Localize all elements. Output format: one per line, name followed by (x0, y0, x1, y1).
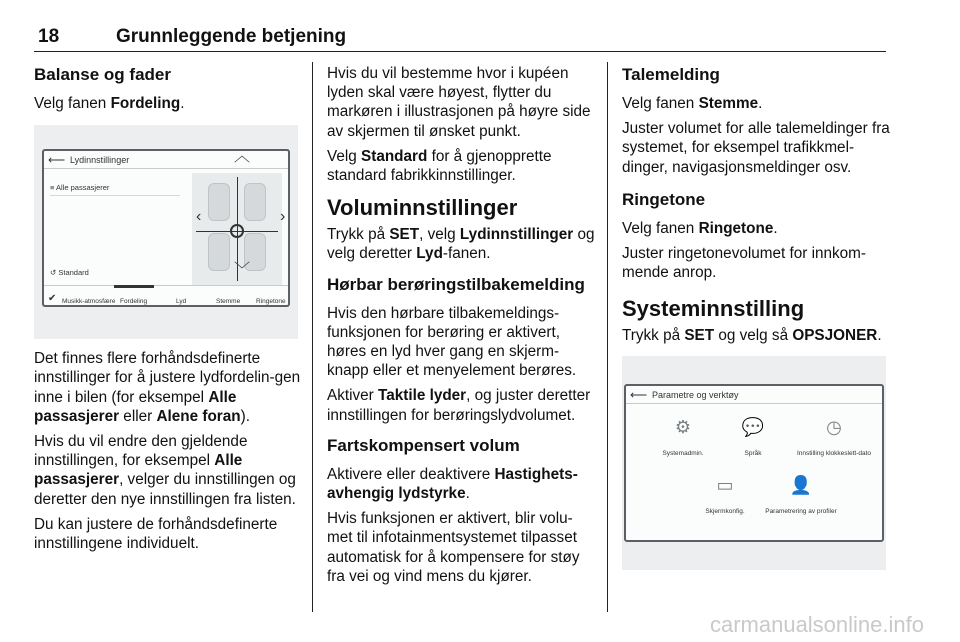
app-profiles: 👤 Parametrering av profiler (756, 474, 846, 521)
paragraph: Trykk på SET, velg Lydinnstillinger og velg deretter Lyd-fanen. (327, 226, 595, 263)
profile-icon: 👤 (789, 474, 813, 495)
watermark: carmanualsonline.info (709, 612, 924, 637)
check-icon: ✔ (48, 293, 57, 305)
heading-speed-volume: Fartskompensert volum (327, 435, 520, 455)
paragraph: Juster volumet for alle talemeldinger fra systemet, for eksempel trafikkmel-dinger, navigasjonsmeldinger osv. (622, 120, 890, 176)
screen-title: Parametre og verktøy (652, 389, 739, 400)
chevron-left-icon: ‹ (196, 208, 202, 226)
paragraph: Du kan justere de forhåndsdefinerte innstillingene individuelt. (34, 515, 278, 553)
paragraph: Velg fanen Fordeling. (34, 95, 185, 112)
seat-rear-left (208, 233, 230, 271)
tab-selected-indicator (114, 285, 154, 288)
paragraph: Velg fanen Ringetone. (622, 219, 778, 237)
paragraph: Hvis funksjonen er aktivert, blir volu-met til infotainmentsystemet tilpasset automatisk for å kompensere for støy fra vei og vind mens du kjører. (327, 510, 580, 585)
tab-ringetone: Ringetone (256, 298, 286, 306)
back-arrow-icon: ⟵ (630, 387, 648, 402)
chevron-up-icon: ︿ (234, 148, 251, 166)
paragraph: Velg fanen Stemme. (622, 95, 763, 112)
page-number: 18 (38, 26, 60, 47)
paragraph: Hvis den hørbare tilbakemeldings-funksjonen for berøring er aktivert, høres en lyd hver gang en skjerm-knapp eller et menyelement berøres. (327, 304, 577, 380)
paragraph: Aktivere eller deaktivere Hastighets-avhengig lydstyrke. (327, 465, 578, 503)
seat-front-left (208, 183, 230, 221)
seat-front-right (244, 183, 266, 221)
paragraph: Aktiver Taktile lyder, og juster deretter innstillingen for berøringslydvolumet. (327, 387, 591, 424)
heading-balance: Balanse og fader (34, 65, 171, 84)
column-2 (327, 64, 597, 592)
speech-bubble-icon: 💬 (741, 416, 765, 437)
heading-volume: Voluminnstillinger (327, 195, 518, 221)
tab-lyd: Lyd (176, 298, 187, 306)
divider (50, 195, 180, 196)
gears-icon: ⚙ (674, 416, 692, 437)
tab-bar (44, 285, 288, 305)
heading-touch-feedback: Hørbar berøringstilbakemelding (327, 274, 585, 294)
chevron-right-icon: › (280, 208, 286, 226)
tab-stemme: Stemme (216, 298, 241, 306)
paragraph: Hvis du vil bestemme hvor i kupéen lyden skal være høyest, flytter du markøren i illustrasjonen på høyre side av skjermen til ønsket punkt. (327, 65, 591, 140)
column-1 (34, 64, 302, 559)
tab-fordeling: Fordeling (120, 298, 148, 306)
heading-ringtone: Ringetone (622, 189, 706, 209)
screen-title-bar (44, 148, 288, 169)
screen-frame (624, 384, 884, 542)
paragraph: Velg Standard for å gjenopprette standard fabrikkinnstillinger. (327, 147, 552, 185)
clock-calendar-icon: ◷ (826, 416, 842, 437)
column-3 (622, 64, 890, 570)
page-header (34, 24, 886, 52)
screen-frame (42, 149, 290, 307)
app-clock-date: ◷ Innstilling klokkeslett-dato (794, 416, 874, 463)
screen-title-bar (626, 386, 882, 404)
balance-cursor (230, 224, 244, 238)
parameters-tools-screenshot (622, 356, 886, 570)
screen-title: Lydinnstillinger (70, 155, 130, 166)
screen-icon: ▭ (716, 474, 734, 495)
sound-settings-screenshot (34, 125, 298, 339)
chevron-down-icon: ﹀ (234, 262, 251, 280)
heading-voice: Talemelding (622, 65, 720, 84)
app-screen-config: ▭ Skjermkonfig. (690, 474, 760, 521)
tab-music: Musikk-atmosfære (62, 298, 116, 306)
preset-label: ≡ Alle passasjerer (50, 183, 110, 193)
paragraph: Trykk på SET og velg så OPSJONER. (622, 327, 882, 345)
app-language: 💬 Språk (718, 416, 788, 463)
standard-label: ↺ Standard (50, 268, 89, 278)
column-divider (607, 62, 608, 612)
heading-system: Systeminnstilling (622, 296, 805, 322)
app-system-admin: ⚙ Systemadmin. (648, 416, 718, 463)
paragraph: Juster ringetonevolumet for innkom-mende anrop. (622, 245, 867, 282)
back-arrow-icon: ⟵ (48, 153, 66, 168)
paragraph: Hvis du vil endre den gjeldende innstillingen, for eksempel Alle passasjerer, velger du innstillingen og deretter den nye innstillingen fra listen. (34, 433, 296, 508)
page-title: Grunnleggende betjening (116, 26, 347, 47)
paragraph: Det finnes flere forhåndsdefinerte innstillinger for å justere lydfordelin-gen inne i bilen (for eksempel Alle passasjerer eller Alene foran). (34, 350, 301, 425)
column-divider (312, 62, 313, 612)
